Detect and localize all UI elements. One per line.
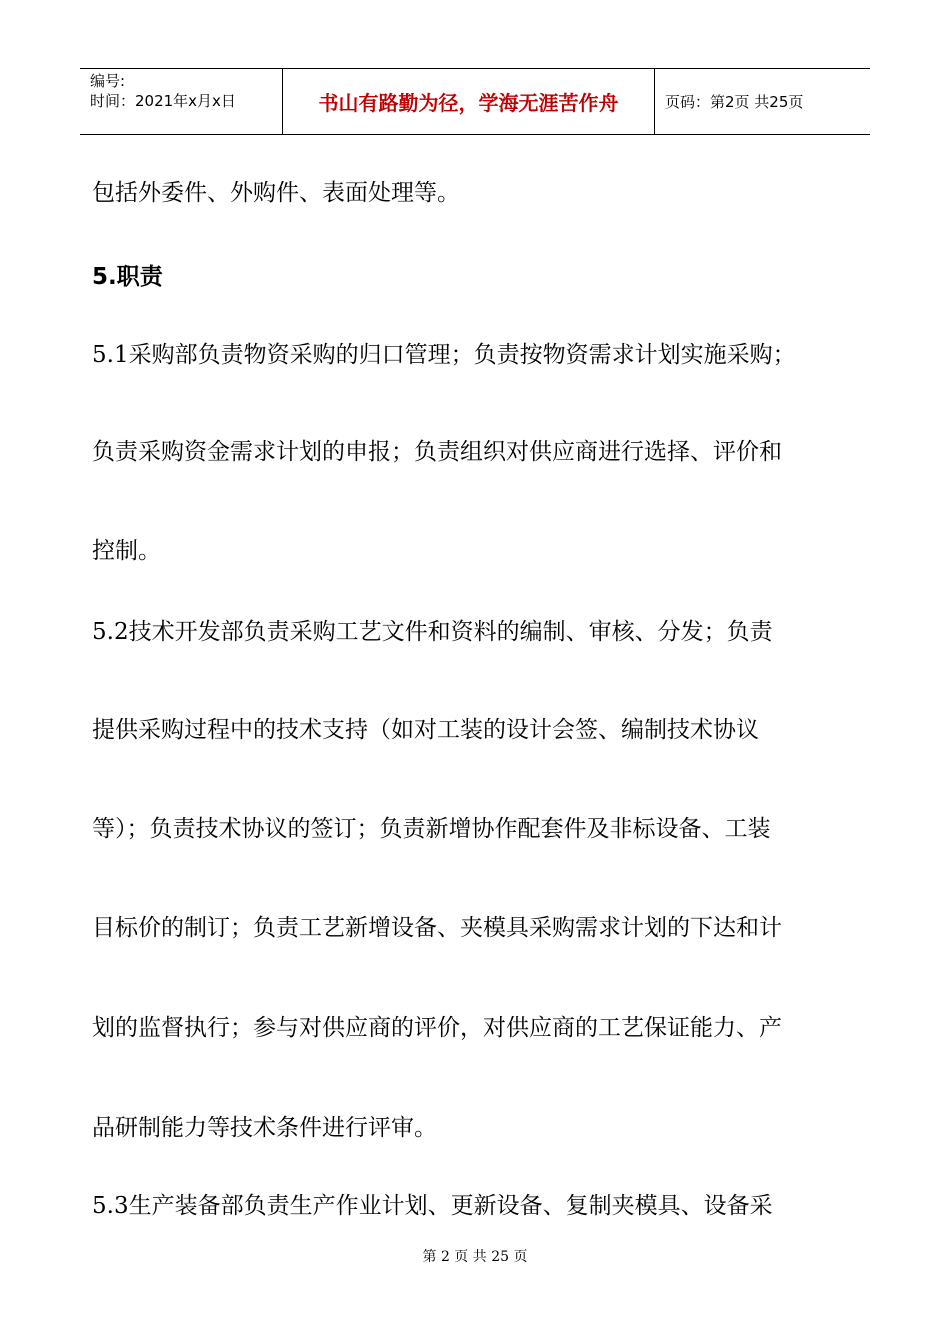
- paragraph-line: 控制。: [92, 538, 161, 564]
- header-page-info: 页码：第2页 共25页: [665, 93, 804, 111]
- document-number-label: 编号:: [90, 72, 126, 90]
- paragraph-line: 品研制能力等技术条件进行评审。: [92, 1115, 437, 1141]
- paragraph-line: 5.3生产装备部负责生产作业计划、更新设备、复制夹模具、设备采: [92, 1193, 773, 1219]
- paragraph-line: 包括外委件、外购件、表面处理等。: [92, 180, 460, 206]
- paragraph-line: 负责采购资金需求计划的申报；负责组织对供应商进行选择、评价和: [92, 439, 782, 465]
- header-motto: 书山有路勤为径，学海无涯苦作舟: [282, 69, 655, 134]
- page-header: [80, 68, 870, 135]
- paragraph-line: 提供采购过程中的技术支持（如对工装的设计会签、编制技术协议: [92, 717, 759, 743]
- page-footer: 第 2 页 共 25 页: [422, 1249, 528, 1265]
- paragraph-line: 等）；负责技术协议的签订；负责新增协作配套件及非标设备、工装: [92, 816, 771, 842]
- paragraph-line: 5.1采购部负责物资采购的归口管理；负责按物资需求计划实施采购；: [92, 342, 796, 368]
- section-title: 5.职责: [92, 264, 163, 290]
- paragraph-line: 划的监督执行；参与对供应商的评价，对供应商的工艺保证能力、产: [92, 1015, 782, 1041]
- paragraph-line: 5.2技术开发部负责采购工艺文件和资料的编制、审核、分发；负责: [92, 619, 773, 645]
- paragraph-line: 目标价的制订；负责工艺新增设备、夹模具采购需求计划的下达和计: [92, 915, 782, 941]
- document-date: 时间：2021年x月x日: [90, 92, 236, 110]
- header-meta: [80, 69, 282, 134]
